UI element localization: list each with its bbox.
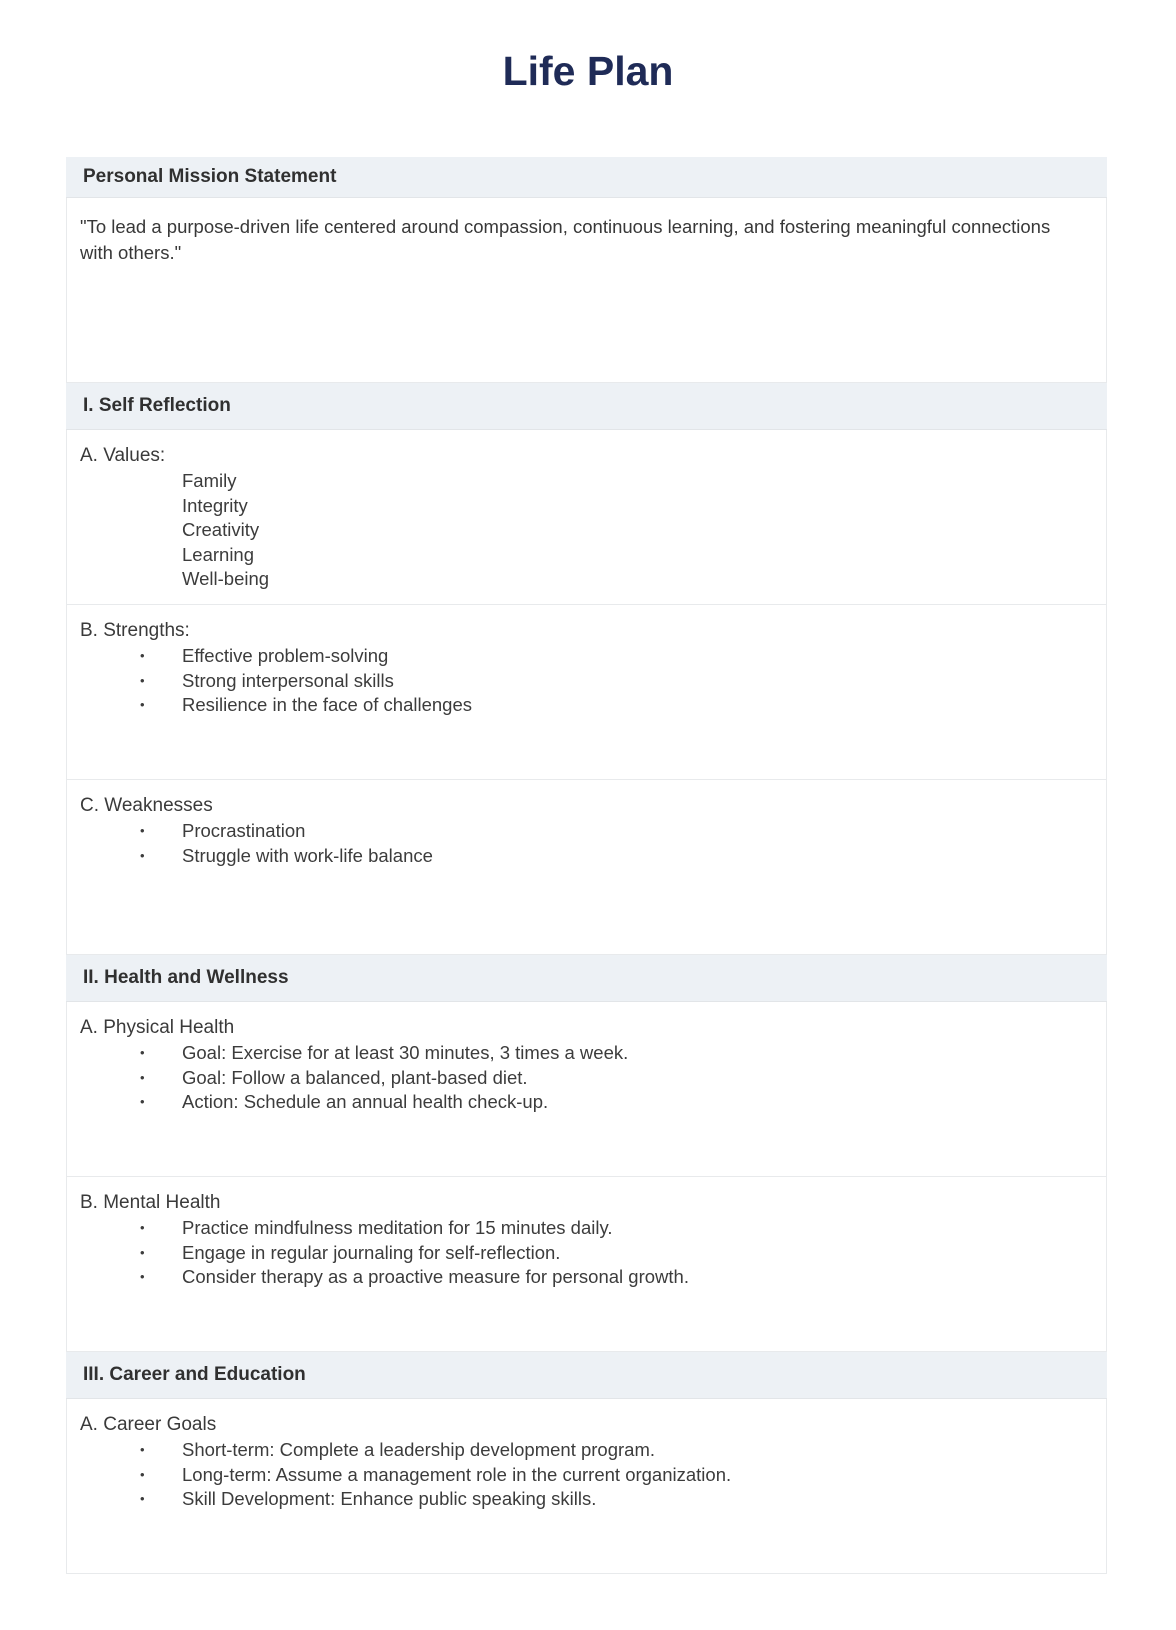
- bullet-icon: •: [140, 1244, 145, 1260]
- bullet-icon: •: [140, 1442, 145, 1457]
- list-item: [80, 494, 1088, 519]
- list-item: [80, 1487, 1088, 1512]
- bullet-icon: •: [140, 1045, 145, 1060]
- bullet-icon: •: [140, 1069, 145, 1085]
- list-item: [80, 644, 1088, 669]
- box-label: B. Strengths:: [80, 620, 190, 641]
- list-item: [80, 1265, 1088, 1290]
- list-item-text: Resilience in the face of challenges: [182, 694, 473, 715]
- list-item: [80, 669, 1088, 694]
- item-list: [80, 1041, 1088, 1115]
- bullet-icon: •: [140, 1220, 145, 1235]
- list-item: [80, 567, 1088, 592]
- content-box: [66, 1177, 1107, 1352]
- box-label: A. Career Goals: [80, 1414, 217, 1435]
- list-item-text: Practice mindfulness meditation for 15 minutes daily.: [182, 1217, 613, 1238]
- bullet-icon: •: [140, 672, 145, 688]
- list-item-text: Family: [182, 470, 237, 491]
- item-list: [80, 469, 1088, 592]
- bullet-icon: •: [140, 1094, 145, 1109]
- list-item: [80, 1241, 1088, 1266]
- box-label: B. Mental Health: [80, 1192, 221, 1213]
- list-item-text: Integrity: [182, 494, 248, 516]
- list-item-text: Goal: Follow a balanced, plant-based diet.: [182, 1066, 528, 1088]
- list-item-text: Learning: [182, 543, 255, 565]
- list-item-text: Strong interpersonal skills: [182, 669, 394, 691]
- list-item: [80, 819, 1088, 844]
- bullet-icon: •: [140, 823, 145, 838]
- list-item: [80, 1066, 1088, 1091]
- list-item-text: Effective problem-solving: [182, 645, 389, 666]
- item-list: [80, 819, 1088, 868]
- section-header-label: II. Health and Wellness: [83, 967, 289, 988]
- section-header-label: Personal Mission Statement: [83, 166, 337, 187]
- item-list: [80, 644, 1088, 718]
- list-item: [80, 693, 1088, 718]
- bullet-icon: •: [140, 697, 145, 712]
- content-box: [66, 780, 1107, 955]
- mission-statement-text: "To lead a purpose-driven life centered around compassion, continuous learning, and fostering meaningful connections with others.": [80, 216, 1051, 263]
- content-box: [66, 430, 1107, 605]
- bullet-icon: •: [140, 1269, 145, 1284]
- bullet-icon: •: [140, 847, 145, 863]
- list-item-text: Struggle with work-life balance: [182, 844, 433, 866]
- bullet-icon: •: [140, 1491, 145, 1506]
- item-list: [80, 1438, 1088, 1512]
- list-item-text: Consider therapy as a proactive measure for personal growth.: [182, 1266, 689, 1287]
- list-item: [80, 1041, 1088, 1066]
- list-item: [80, 1438, 1088, 1463]
- section-header-bar: [66, 1352, 1107, 1399]
- bullet-icon: •: [140, 1466, 145, 1482]
- page-title: Life Plan: [502, 48, 674, 94]
- list-item: [80, 1463, 1088, 1488]
- list-item-text: Creativity: [182, 519, 260, 540]
- list-item-text: Engage in regular journaling for self-reflection.: [182, 1241, 561, 1263]
- list-item-text: Well-being: [182, 568, 270, 589]
- list-item: [80, 469, 1088, 494]
- list-item: [80, 1090, 1088, 1115]
- list-item: [80, 543, 1088, 568]
- section-header-bar: [66, 383, 1107, 430]
- box-label: A. Physical Health: [80, 1017, 235, 1038]
- content-box: [66, 605, 1107, 780]
- list-item-text: Long-term: Assume a management role in the current organization.: [182, 1463, 732, 1485]
- list-item-text: Short-term: Complete a leadership development program.: [182, 1439, 656, 1460]
- list-item: [80, 518, 1088, 543]
- content-box: [66, 1399, 1107, 1574]
- life-plan-document: [66, 157, 1107, 1574]
- content-box: [66, 198, 1107, 383]
- section-header-bar: [66, 157, 1107, 198]
- bullet-icon: •: [140, 648, 145, 663]
- list-item: [80, 844, 1088, 869]
- content-box: [66, 1002, 1107, 1177]
- box-label: A. Values:: [80, 445, 166, 466]
- item-list: [80, 1216, 1088, 1290]
- list-item: [80, 1216, 1088, 1241]
- list-item-text: Action: Schedule an annual health check-up.: [182, 1091, 549, 1112]
- section-header-label: I. Self Reflection: [83, 395, 231, 416]
- section-header-bar: [66, 955, 1107, 1002]
- section-header-label: III. Career and Education: [83, 1364, 306, 1385]
- box-label: C. Weaknesses: [80, 795, 213, 816]
- list-item-text: Procrastination: [182, 820, 306, 841]
- list-item-text: Goal: Exercise for at least 30 minutes, 3 times a week.: [182, 1042, 629, 1063]
- list-item-text: Skill Development: Enhance public speaking skills.: [182, 1488, 597, 1509]
